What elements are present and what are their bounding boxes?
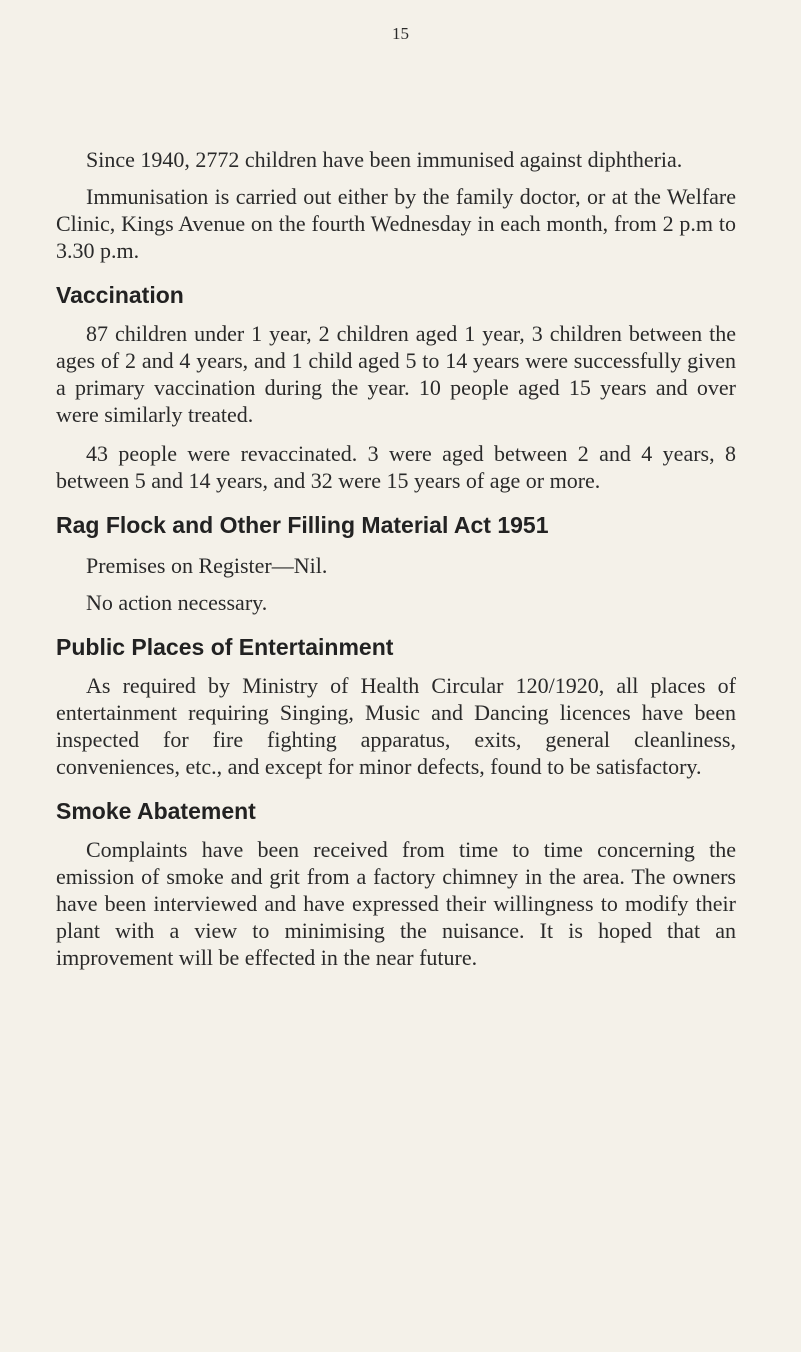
rag-flock-register-line: Premises on Register—Nil. bbox=[86, 553, 328, 578]
vaccination-paragraph-2: 43 people were revaccinated. 3 were aged between 2 and 4 years, 8 between 5 and 14 years, and 32 were 15 years of age or more. bbox=[56, 441, 736, 493]
page-number: 15 bbox=[392, 24, 409, 43]
vaccination-heading: Vaccination bbox=[56, 282, 184, 308]
entertainment-paragraph: As required by Ministry of Health Circular 120/1920, all places of entertainment requiring Singing, Music and Dancing licences have been inspected for fire fighting apparatus, exits, general cleanliness, conveniences, etc., and except for minor defects, found to be satisfactory. bbox=[56, 673, 736, 779]
entertainment-heading: Public Places of Entertainment bbox=[56, 634, 394, 660]
immunisation-paragraph-1: Since 1940, 2772 children have been immunised against diphtheria. bbox=[86, 147, 683, 172]
rag-flock-heading: Rag Flock and Other Filling Material Act 1951 bbox=[56, 512, 549, 538]
smoke-abatement-paragraph: Complaints have been received from time to time concerning the emission of smoke and grit from a factory chimney in the area. The owners have been interviewed and have expressed their willingness to modify their plant with a view to minimising the nuisance. It is hoped that an improvement will be effected in the near future. bbox=[56, 837, 736, 970]
page-content bbox=[56, 146, 736, 971]
rag-flock-action-line: No action necessary. bbox=[86, 590, 268, 615]
smoke-abatement-heading: Smoke Abatement bbox=[56, 798, 256, 824]
vaccination-paragraph-1: 87 children under 1 year, 2 children aged 1 year, 3 children between the ages of 2 and 4 years, and 1 child aged 5 to 14 years were successfully given a primary vaccination during the year. 10 people aged 15 years and over were similarly treated. bbox=[56, 321, 736, 427]
immunisation-paragraph-2: Immunisation is carried out either by the family doctor, or at the Welfare Clinic, Kings Avenue on the fourth Wednesday in each month, from 2 p.m to 3.30 p.m. bbox=[56, 184, 736, 263]
